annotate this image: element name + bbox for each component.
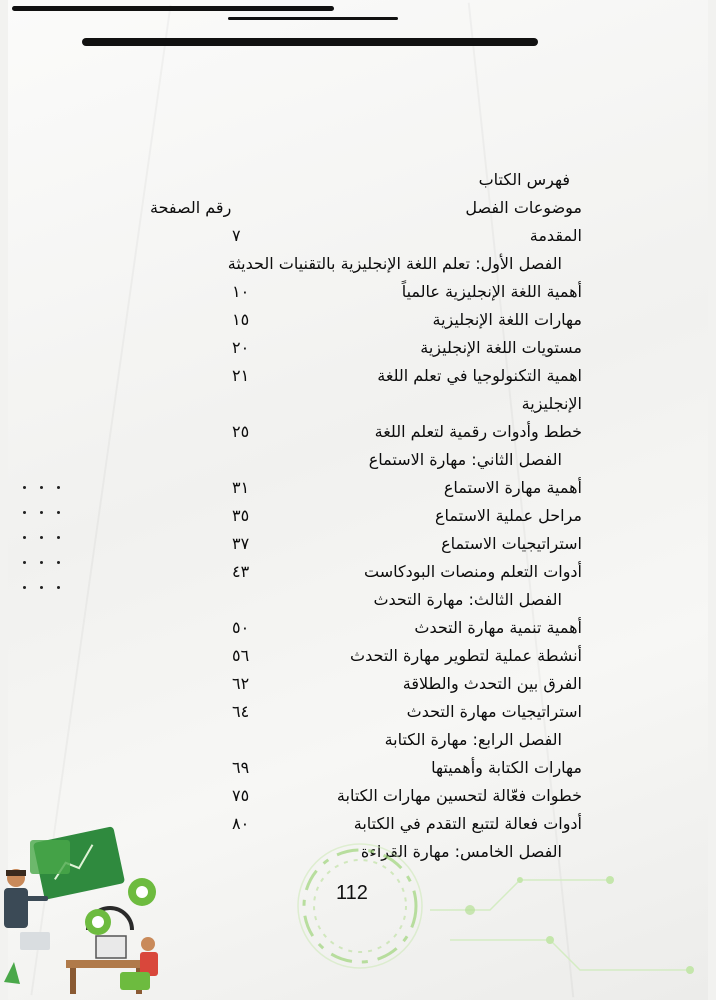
entry-title: أهمية مهارة الاستماع [443,478,582,497]
chapter-title: الفصل الأول: تعلم اللغة الإنجليزية بالتقنيات الحديثة [227,254,562,273]
toc-header-row [150,194,582,222]
page-number: 112 [336,882,368,904]
toc-entry-row [150,810,582,838]
toc-entry-row [150,782,582,810]
entry-page-number: ٣٧ [232,534,250,553]
toc-entry-row [150,698,582,726]
toc-chapter-row [150,446,582,474]
toc-entry-row [150,502,582,530]
entry-title: أدوات التعلم ومنصات البودكاست [364,562,582,581]
toc-chapter-row [150,726,582,754]
dots-grid-icon [16,486,70,611]
entry-page-number: ٢٠ [232,338,250,357]
entry-title: مستويات اللغة الإنجليزية [420,338,582,357]
chapter-title: الفصل الخامس: مهارة القراءة [360,842,562,861]
entry-title: الفرق بين التحدث والطلاقة [402,674,582,693]
entry-page-number: ٧ [232,226,241,245]
entry-page-number: ١٠ [232,282,250,301]
toc-entries [150,222,582,866]
toc-entry-row [150,614,582,642]
entry-page-number: ٧٥ [232,786,250,805]
toc-title-row [150,166,582,194]
entry-page-number: ٦٢ [232,674,250,693]
entry-page-number: ٣١ [232,478,250,497]
classroom-illustration [0,812,180,1000]
entry-title: أهمية اللغة الإنجليزية عالمياً [401,282,582,301]
entry-page-number: ٢٥ [232,422,250,441]
toc-entry-row [150,222,582,250]
header-bar [12,6,334,11]
toc-entry-row [150,670,582,698]
entry-page-number: ٦٤ [232,702,250,721]
page-column-label: رقم الصفحة [150,198,232,217]
entry-page-number: ٢١ [232,366,250,385]
toc-entry-row [150,278,582,306]
chapter-title: الفصل الثاني: مهارة الاستماع [368,450,562,469]
toc-entry-row [150,474,582,502]
toc-entry-row [150,334,582,362]
topics-column-label: موضوعات الفصل [465,198,582,217]
chalkboard-graphic [30,826,125,900]
entry-title: اهمية التكنولوجيا في تعلم اللغة [377,366,582,385]
entry-title: أهمية تنمية مهارة التحدث [414,618,582,637]
header-bar [228,17,398,20]
entry-page-number: ٥٦ [232,646,250,665]
entry-title: المقدمة [529,226,582,245]
toc-entry-row [150,754,582,782]
header-bar [82,38,538,46]
entry-page-number: ١٥ [232,310,250,329]
entry-title: خطوات فعّالة لتحسين مهارات الكتابة [336,786,582,805]
chapter-title: الفصل الثالث: مهارة التحدث [373,590,562,609]
toc-chapter-row [150,250,582,278]
desk-workers [4,932,158,994]
entry-page-number: ٤٣ [232,562,250,581]
entry-page-number: ٥٠ [232,618,250,637]
chapter-title: الفصل الرابع: مهارة الكتابة [384,730,562,749]
entry-page-number: ٨٠ [232,814,250,833]
entry-title: أدوات فعالة لتتبع التقدم في الكتابة [353,814,582,833]
toc-entry-row [150,642,582,670]
toc-entry-row [150,362,582,390]
circuit-ring-icon [280,842,440,972]
toc-entry-row [150,558,582,586]
table-of-contents [150,166,582,866]
entry-page-number: ٦٩ [232,758,250,777]
toc-entry-row [150,390,582,418]
toc-entry-row [150,306,582,334]
entry-title: مهارات اللغة الإنجليزية [432,310,582,329]
toc-entry-row [150,418,582,446]
entry-page-number: ٣٥ [232,506,250,525]
toc-title: فهرس الكتاب [478,170,570,189]
entry-title: الإنجليزية [521,394,582,413]
entry-title: استراتيجيات مهارة التحدث [406,702,582,721]
toc-entry-row [150,530,582,558]
entry-title: استراتيجيات الاستماع [441,534,582,553]
toc-chapter-row [150,586,582,614]
entry-title: مهارات الكتابة وأهميتها [431,758,582,777]
circuit-lines-graphic [430,860,700,990]
entry-title: مراحل عملية الاستماع [435,506,582,525]
entry-title: خطط وأدوات رقمية لتعلم اللغة [374,422,582,441]
entry-title: أنشطة عملية لتطوير مهارة التحدث [350,646,582,665]
